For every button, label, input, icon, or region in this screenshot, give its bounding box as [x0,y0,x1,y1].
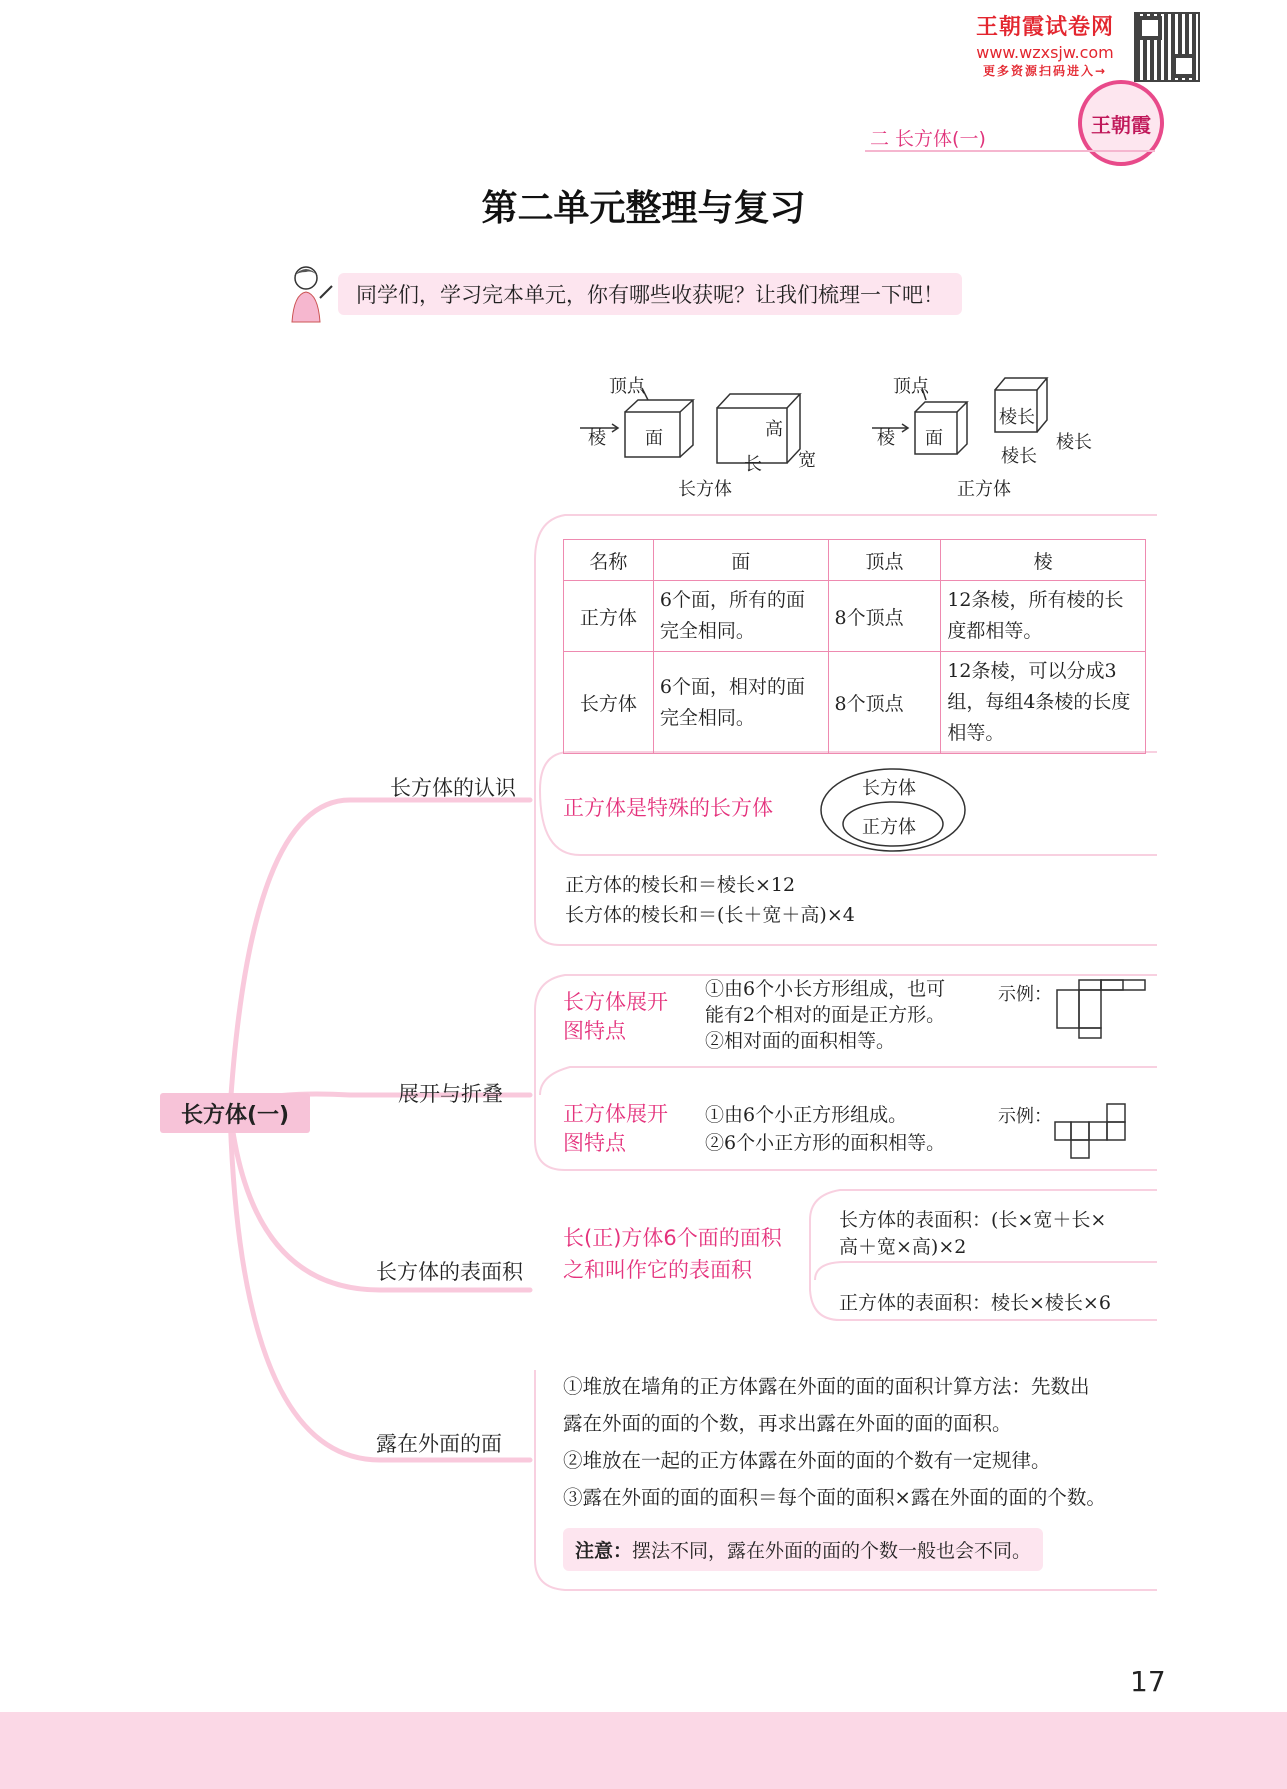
table-cell: 12条棱，所有棱的长度都相等。 [941,581,1146,652]
cuboid-net-points [705,976,945,1054]
cuboid-net-example-icon [1053,978,1149,1040]
branch-recognition: 长方体的认识 [390,776,516,800]
cube-surface-formula: 正方体的表面积：棱长×棱长×6 [839,1292,1111,1314]
cuboid-edge-label: 棱 [588,428,606,449]
venn-outer-label: 长方体 [862,778,916,799]
cube-net-title-1: 正方体展开 [563,1102,668,1126]
cuboid-net-title [563,988,668,1046]
list-item: ①由6个小长方形组成，也可 [705,978,946,1000]
root-node: 长方体(一) [160,1093,310,1133]
cuboid-length-label: 长 [744,454,762,475]
teacher-avatar-icon [282,262,336,326]
table-cell: 12条棱，可以分成3组，每组4条棱的长度相等。 [941,652,1146,754]
page-number: 17 [1130,1665,1166,1698]
list-item: ②相对面的面积相等。 [705,1030,896,1052]
cube-net-points [705,1101,945,1157]
list-item: 能有2个相对的面是正方形。 [705,1004,946,1026]
note-label: 注意： [575,1540,633,1562]
cuboid-face-label: 面 [645,428,663,449]
list-item: ③露在外面的面的面积＝每个面的面积×露在外面的面的个数。 [563,1486,1106,1509]
page-title: 第二单元整理与复习 [481,188,806,229]
note-box [563,1528,1043,1571]
cuboid-surface-line-1: 长方体的表面积：(长×宽＋长× [839,1209,1107,1231]
brand-url[interactable]: www.wzxsjw.com [976,43,1114,62]
list-item: 露在外面的面的个数，再求出露在外面的面的面积。 [563,1412,1012,1435]
list-item: ①由6个小正方形组成。 [705,1104,908,1126]
cuboid-surface-formula [839,1207,1106,1261]
brand-block [960,10,1130,79]
surface-def-line-1: 长(正)方体6个面的面积 [563,1226,782,1250]
cube-edge-length-bottom: 棱长 [1001,446,1037,467]
cube-special-cuboid-text: 正方体是特殊的长方体 [563,796,773,820]
branch-exposed-faces: 露在外面的面 [376,1432,502,1456]
branch-surface-area: 长方体的表面积 [376,1260,523,1284]
cube-net-title [563,1100,668,1158]
cuboid-vertex-label: 顶点 [609,376,645,397]
list-item: ①堆放在墙角的正方体露在外面的面的面积计算方法：先数出 [563,1375,1090,1398]
cube-caption: 正方体 [957,479,1011,500]
intro-speech-bubble: 同学们，学习完本单元，你有哪些收获呢？让我们梳理一下吧！ [338,273,962,315]
brand-tip: 更多资源扫码进入→ [982,64,1108,78]
table-cell: 长方体 [564,652,654,754]
footer-band [0,1712,1287,1789]
edge-sum-cuboid: 长方体的棱长和＝(长＋宽＋高)×4 [565,904,855,926]
cube-edge-length-side: 棱长 [1056,432,1092,453]
cuboid-caption: 长方体 [678,479,732,500]
table-cell: 8个顶点 [828,581,941,652]
cube-face-label: 面 [925,428,943,449]
exposed-faces-text [563,1368,1157,1516]
table-cell: 正方体 [564,581,654,652]
cuboid-surface-line-2: 高＋宽×高)×2 [839,1236,967,1258]
brand-seal-logo [1078,80,1164,166]
table-header: 顶点 [828,540,941,581]
cuboid-height-label: 高 [765,419,783,440]
table-header: 面 [653,540,828,581]
table-cell: 8个顶点 [828,652,941,754]
table-row [564,652,1146,754]
surface-area-definition [563,1222,782,1286]
cuboid-net-title-2: 图特点 [563,1019,626,1043]
cube-net-example-icon [1053,1102,1129,1160]
surface-def-line-2: 之和叫作它的表面积 [563,1258,752,1282]
cube-edge-label: 棱 [877,428,895,449]
table-cell: 6个面，相对的面完全相同。 [653,652,828,754]
table-row [564,581,1146,652]
qr-code-icon[interactable] [1134,12,1200,82]
cube-vertex-label: 顶点 [893,376,929,397]
section-label: 二 长方体(一) [870,128,986,150]
seal-text: 王朝霞 [1091,112,1151,137]
note-text: 摆法不同，露在外面的面的个数一般也会不同。 [632,1540,1032,1562]
cube-net-example-label: 示例： [998,1106,1052,1127]
properties-table [563,539,1146,754]
table-header-row [564,540,1146,581]
table-header: 名称 [564,540,654,581]
cuboid-width-label: 宽 [798,450,816,471]
cube-net-title-2: 图特点 [563,1131,626,1155]
list-item: ②堆放在一起的正方体露在外面的面的个数有一定规律。 [563,1449,1051,1472]
table-cell: 6个面，所有的面完全相同。 [653,581,828,652]
edge-sum-cube: 正方体的棱长和＝棱长×12 [565,874,796,896]
cuboid-net-title-1: 长方体展开 [563,990,668,1014]
branch-unfold-fold: 展开与折叠 [398,1082,503,1106]
table-header: 棱 [941,540,1146,581]
list-item: ②6个小正方形的面积相等。 [705,1132,946,1154]
cuboid-net-example-label: 示例： [998,984,1052,1005]
section-underline [865,150,1155,152]
brand-title: 王朝霞试卷网 [975,15,1114,40]
cube-edge-length-top: 棱长 [999,407,1035,428]
venn-inner-label: 正方体 [862,817,916,838]
